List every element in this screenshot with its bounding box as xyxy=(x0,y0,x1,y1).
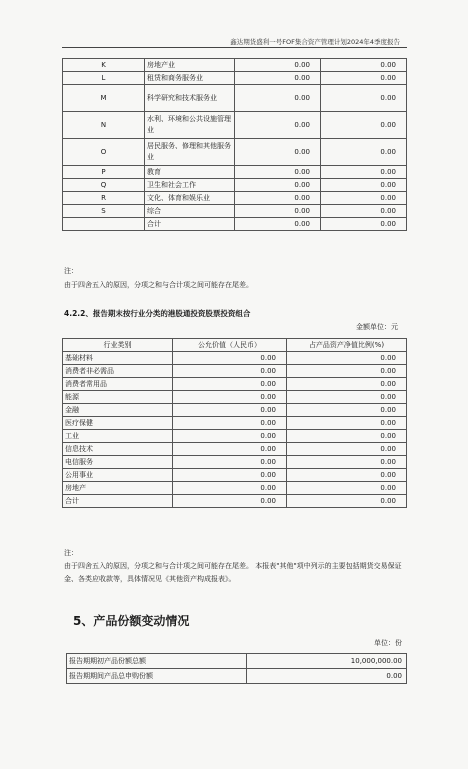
table-row xyxy=(63,456,407,469)
table-row xyxy=(67,669,407,684)
industry-code: L xyxy=(63,72,145,85)
industry-name: 信息技术 xyxy=(63,443,173,456)
note-text: 由于四舍五入的原因，分项之和与合计项之间可能存在尾差。 本报表"其他"项中列示的主要包括期货交易保证金、各类应收款等，具体情况见《其他资产构成报表》。 xyxy=(64,562,402,583)
fair-value: 0.00 xyxy=(173,352,287,365)
section-heading: 5、产品份额变动情况 xyxy=(73,614,190,628)
net-asset-pct: 0.00 xyxy=(287,365,407,378)
net-asset-pct: 0.00 xyxy=(287,391,407,404)
industry-code: R xyxy=(63,192,145,205)
note-label: 注： xyxy=(64,267,78,275)
net-asset-pct: 0.00 xyxy=(321,192,407,205)
note-text: 由于四舍五入的原因，分项之和与合计项之间可能存在尾差。 xyxy=(64,281,253,289)
unit-label: 金额单位：元 xyxy=(356,323,398,331)
row-label: 报告期期间产品总申购份额 xyxy=(67,669,247,684)
table-row xyxy=(63,391,407,404)
net-asset-pct: 0.00 xyxy=(287,456,407,469)
net-asset-pct: 0.00 xyxy=(321,72,407,85)
table-row xyxy=(63,59,407,72)
table-row xyxy=(63,112,407,139)
table-row xyxy=(63,205,407,218)
industry-name: 电信服务 xyxy=(63,456,173,469)
industry-name: 水利、环境和公共设施管理业 xyxy=(145,112,235,139)
net-asset-pct: 0.00 xyxy=(287,430,407,443)
industry-name: 房地产业 xyxy=(145,59,235,72)
net-asset-pct: 0.00 xyxy=(321,205,407,218)
fair-value: 0.00 xyxy=(173,365,287,378)
fair-value: 0.00 xyxy=(235,85,321,112)
row-value: 0.00 xyxy=(247,669,407,684)
industry-name: 消费者非必需品 xyxy=(63,365,173,378)
fair-value: 0.00 xyxy=(173,430,287,443)
fair-value: 0.00 xyxy=(235,72,321,85)
table-row xyxy=(63,365,407,378)
fair-value: 0.00 xyxy=(235,192,321,205)
row-value: 10,000,000.00 xyxy=(247,654,407,669)
industry-name: 合计 xyxy=(145,218,235,231)
table-row xyxy=(63,85,407,112)
header-rule xyxy=(62,47,407,48)
table-row xyxy=(63,482,407,495)
industry-name: 教育 xyxy=(145,166,235,179)
table-row xyxy=(63,166,407,179)
fair-value: 0.00 xyxy=(173,495,287,508)
table-row-total xyxy=(63,218,407,231)
row-label: 报告期期初产品份额总额 xyxy=(67,654,247,669)
fair-value: 0.00 xyxy=(173,482,287,495)
table-row xyxy=(63,139,407,166)
industry-code xyxy=(63,218,145,231)
column-header: 行业类别 xyxy=(63,339,173,352)
hk-industry-table xyxy=(62,338,407,508)
fair-value: 0.00 xyxy=(235,166,321,179)
table-row xyxy=(63,443,407,456)
table-row xyxy=(63,179,407,192)
fair-value: 0.00 xyxy=(235,59,321,72)
net-asset-pct: 0.00 xyxy=(287,443,407,456)
industry-name: 基础材料 xyxy=(63,352,173,365)
fair-value: 0.00 xyxy=(235,112,321,139)
fair-value: 0.00 xyxy=(173,443,287,456)
fair-value: 0.00 xyxy=(173,391,287,404)
industry-table xyxy=(62,58,407,231)
industry-name: 卫生和社会工作 xyxy=(145,179,235,192)
table-header-row xyxy=(63,339,407,352)
table-row xyxy=(63,417,407,430)
industry-code: Q xyxy=(63,179,145,192)
industry-name: 医疗保健 xyxy=(63,417,173,430)
note-label: 注： xyxy=(64,549,78,557)
industry-code: S xyxy=(63,205,145,218)
fair-value: 0.00 xyxy=(173,417,287,430)
net-asset-pct: 0.00 xyxy=(287,404,407,417)
industry-code: P xyxy=(63,166,145,179)
fair-value: 0.00 xyxy=(235,179,321,192)
net-asset-pct: 0.00 xyxy=(321,139,407,166)
fair-value: 0.00 xyxy=(235,218,321,231)
industry-name: 消费者常用品 xyxy=(63,378,173,391)
fair-value: 0.00 xyxy=(173,404,287,417)
fair-value: 0.00 xyxy=(173,456,287,469)
share-change-table xyxy=(66,653,407,684)
table-row xyxy=(63,352,407,365)
industry-name: 文化、体育和娱乐业 xyxy=(145,192,235,205)
fair-value: 0.00 xyxy=(235,139,321,166)
column-header: 占产品资产净值比例(%) xyxy=(287,339,407,352)
fair-value: 0.00 xyxy=(173,469,287,482)
net-asset-pct: 0.00 xyxy=(287,352,407,365)
table-row xyxy=(63,72,407,85)
net-asset-pct: 0.00 xyxy=(287,495,407,508)
net-asset-pct: 0.00 xyxy=(321,59,407,72)
industry-code: N xyxy=(63,112,145,139)
industry-name: 合计 xyxy=(63,495,173,508)
fair-value: 0.00 xyxy=(173,378,287,391)
column-header: 公允价值（人民币） xyxy=(173,339,287,352)
net-asset-pct: 0.00 xyxy=(321,112,407,139)
fair-value: 0.00 xyxy=(235,205,321,218)
industry-code: M xyxy=(63,85,145,112)
net-asset-pct: 0.00 xyxy=(321,179,407,192)
table-row xyxy=(63,192,407,205)
net-asset-pct: 0.00 xyxy=(287,378,407,391)
page-header: 鑫达期货盛利一号FOF集合资产管理计划2024年4季度报告 xyxy=(230,38,400,46)
net-asset-pct: 0.00 xyxy=(321,218,407,231)
industry-code: K xyxy=(63,59,145,72)
net-asset-pct: 0.00 xyxy=(321,166,407,179)
table-row xyxy=(67,654,407,669)
unit-label: 单位：份 xyxy=(374,639,402,647)
industry-name: 能源 xyxy=(63,391,173,404)
industry-name: 房地产 xyxy=(63,482,173,495)
table-row xyxy=(63,469,407,482)
industry-name: 综合 xyxy=(145,205,235,218)
net-asset-pct: 0.00 xyxy=(287,482,407,495)
net-asset-pct: 0.00 xyxy=(321,85,407,112)
industry-name: 公用事业 xyxy=(63,469,173,482)
industry-name: 租赁和商务服务业 xyxy=(145,72,235,85)
net-asset-pct: 0.00 xyxy=(287,469,407,482)
industry-name: 工业 xyxy=(63,430,173,443)
table-row xyxy=(63,378,407,391)
industry-name: 科学研究和技术服务业 xyxy=(145,85,235,112)
industry-code: O xyxy=(63,139,145,166)
table-row xyxy=(63,430,407,443)
industry-name: 金融 xyxy=(63,404,173,417)
table-row-total xyxy=(63,495,407,508)
section-title: 4.2.2、报告期末按行业分类的港股通投资股票投资组合 xyxy=(64,309,251,318)
net-asset-pct: 0.00 xyxy=(287,417,407,430)
table-row xyxy=(63,404,407,417)
industry-name: 居民服务、修理和其他服务业 xyxy=(145,139,235,166)
